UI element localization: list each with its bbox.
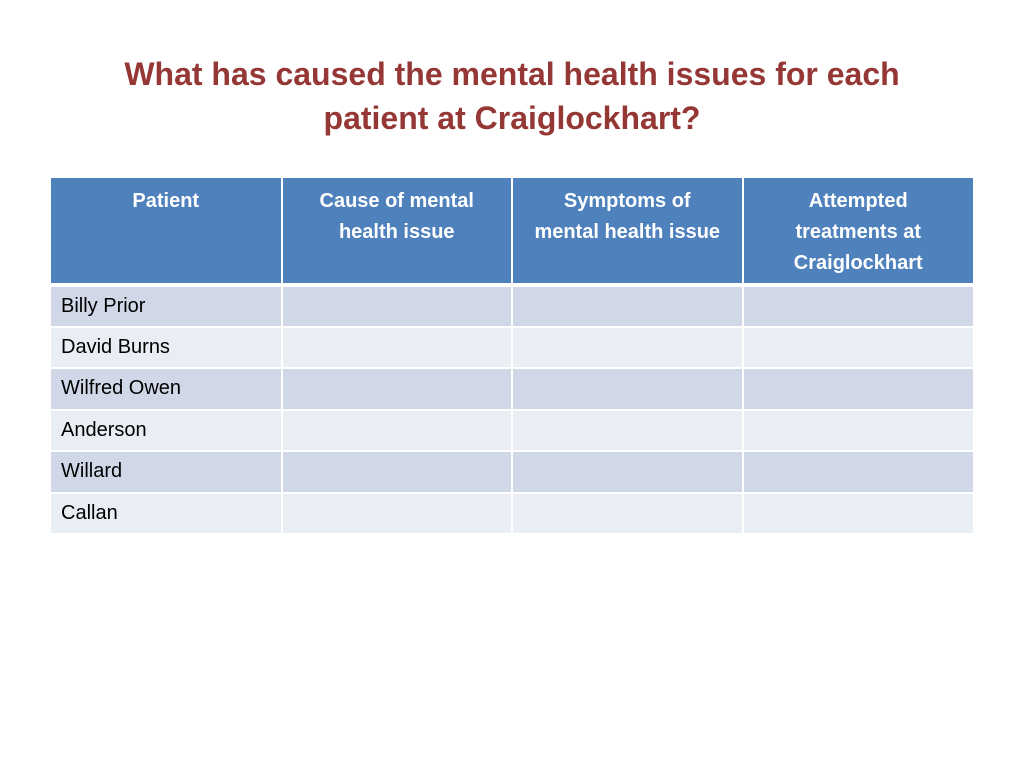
header-line: Craiglockhart [793, 252, 923, 274]
cell-symptoms[interactable] [512, 410, 743, 452]
cell-patient: Callan [51, 493, 282, 535]
cell-cause[interactable] [282, 493, 513, 535]
slide-title [60, 52, 964, 140]
cell-patient: Wilfred Owen [51, 368, 282, 410]
cell-cause[interactable] [282, 451, 513, 493]
cell-cause[interactable] [282, 327, 513, 369]
cell-symptoms[interactable] [512, 285, 743, 327]
cell-patient: Willard [51, 451, 282, 493]
header-line: Cause of mental [319, 190, 474, 212]
header-cause [282, 178, 513, 285]
header-symptoms [512, 178, 743, 285]
header-line: Patient [132, 190, 200, 212]
title-line: What has caused the mental health issues for each [124, 56, 900, 92]
table-row [51, 285, 973, 327]
cell-treatments[interactable] [743, 285, 974, 327]
table-row [51, 410, 973, 452]
title-line: patient at Craiglockhart? [323, 100, 701, 136]
cell-symptoms[interactable] [512, 327, 743, 369]
table-row [51, 368, 973, 410]
cell-treatments[interactable] [743, 327, 974, 369]
header-line: Attempted [808, 190, 908, 212]
cell-patient: Anderson [51, 410, 282, 452]
cell-treatments[interactable] [743, 493, 974, 535]
header-line: mental health issue [534, 221, 721, 243]
header-line: treatments at [795, 221, 922, 243]
table-row [51, 451, 973, 493]
header-line: health issue [338, 221, 455, 243]
cell-cause[interactable] [282, 368, 513, 410]
header-treatments [743, 178, 974, 285]
cell-treatments[interactable] [743, 368, 974, 410]
cell-symptoms[interactable] [512, 493, 743, 535]
table-row [51, 493, 973, 535]
patient-table [51, 178, 973, 535]
cell-treatments[interactable] [743, 410, 974, 452]
cell-patient: Billy Prior [51, 285, 282, 327]
header-line: Symptoms of [563, 190, 691, 212]
cell-cause[interactable] [282, 285, 513, 327]
cell-patient: David Burns [51, 327, 282, 369]
cell-symptoms[interactable] [512, 451, 743, 493]
cell-treatments[interactable] [743, 451, 974, 493]
table-header-row [51, 178, 973, 285]
cell-cause[interactable] [282, 410, 513, 452]
table-row [51, 327, 973, 369]
header-patient [51, 178, 282, 285]
cell-symptoms[interactable] [512, 368, 743, 410]
